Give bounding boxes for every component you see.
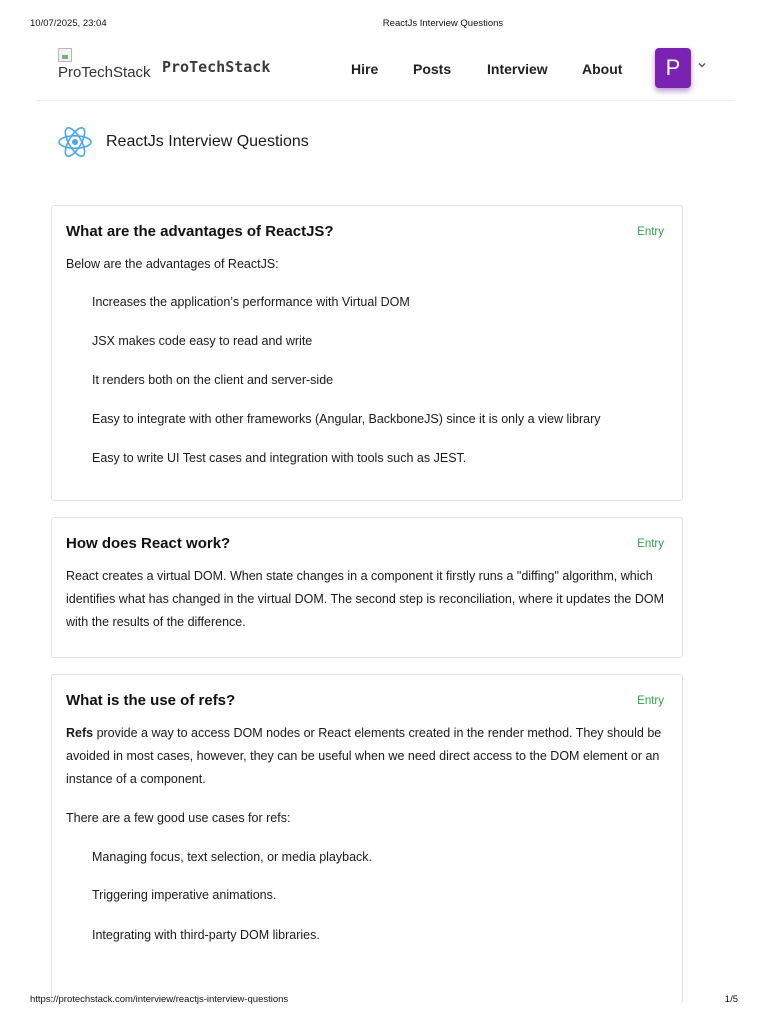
broken-image-icon (58, 48, 72, 62)
chevron-down-icon[interactable] (697, 60, 707, 70)
answer-intro: Below are the advantages of ReactJS: (66, 257, 279, 271)
user-avatar[interactable]: P (655, 48, 691, 88)
level-badge: Entry (637, 695, 664, 707)
list-item: Managing focus, text selection, or media playback. (92, 850, 373, 864)
site-logo[interactable] (58, 48, 156, 84)
page-url: https://protechstack.com/interview/reactjs-interview-questions (30, 994, 289, 1005)
question-card (51, 205, 683, 501)
print-footer (0, 994, 768, 1008)
answer-bold-term: Refs (66, 726, 94, 740)
nav-link-hire[interactable]: Hire (351, 61, 379, 77)
page-number: 1/5 (724, 994, 738, 1005)
logo-alt-text: ProTechStack (58, 64, 151, 81)
answer-text: React creates a virtual DOM. When state changes in a component it firstly runs a "diffing" algorithm, which identifies what has changed in the virtual DOM. The second step is reconciliation, where it updates the DOM with the results of the difference. (66, 569, 664, 629)
print-date: 10/07/2025, 23:04 (30, 18, 107, 29)
question-header (66, 692, 664, 712)
list-item: Increases the application’s performance with Virtual DOM (92, 295, 410, 309)
navbar (36, 42, 734, 101)
list-item: Easy to write UI Test cases and integration with tools such as JEST. (92, 451, 467, 465)
print-header (0, 18, 768, 32)
level-badge: Entry (637, 538, 664, 550)
list-item: Integrating with third-party DOM libraries. (92, 928, 320, 942)
question-header (66, 535, 664, 555)
nav-link-interview[interactable]: Interview (487, 61, 548, 77)
print-title: ReactJs Interview Questions (382, 18, 504, 29)
question-card (51, 674, 683, 1004)
list-item: Easy to integrate with other frameworks (Angular, BackboneJS) since it is only a view library (92, 412, 601, 426)
list-item: Triggering imperative animations. (92, 888, 277, 902)
list-item: JSX makes code easy to read and write (92, 334, 313, 348)
brand-name[interactable]: ProTechStack (162, 58, 271, 76)
answer-intro: There are a few good use cases for refs: (66, 811, 291, 825)
question-title: How does React work? (66, 535, 231, 552)
page-title: ReactJs Interview Questions (106, 133, 309, 150)
answer-text (66, 722, 664, 791)
question-title: What are the advantages of ReactJS? (66, 223, 334, 240)
react-logo-icon (57, 124, 93, 160)
nav-link-about[interactable]: About (582, 61, 623, 77)
question-card (51, 517, 683, 658)
question-title: What is the use of refs? (66, 692, 236, 709)
level-badge: Entry (637, 226, 664, 238)
answer-text-rest: provide a way to access DOM nodes or React elements created in the render method. They should be avoided in most cases, however, they can be useful when we need direct access to the DOM element or an instance of a component. (66, 726, 662, 786)
nav-link-posts[interactable]: Posts (413, 61, 452, 77)
question-header (66, 223, 664, 243)
list-item: It renders both on the client and server-side (92, 373, 334, 387)
